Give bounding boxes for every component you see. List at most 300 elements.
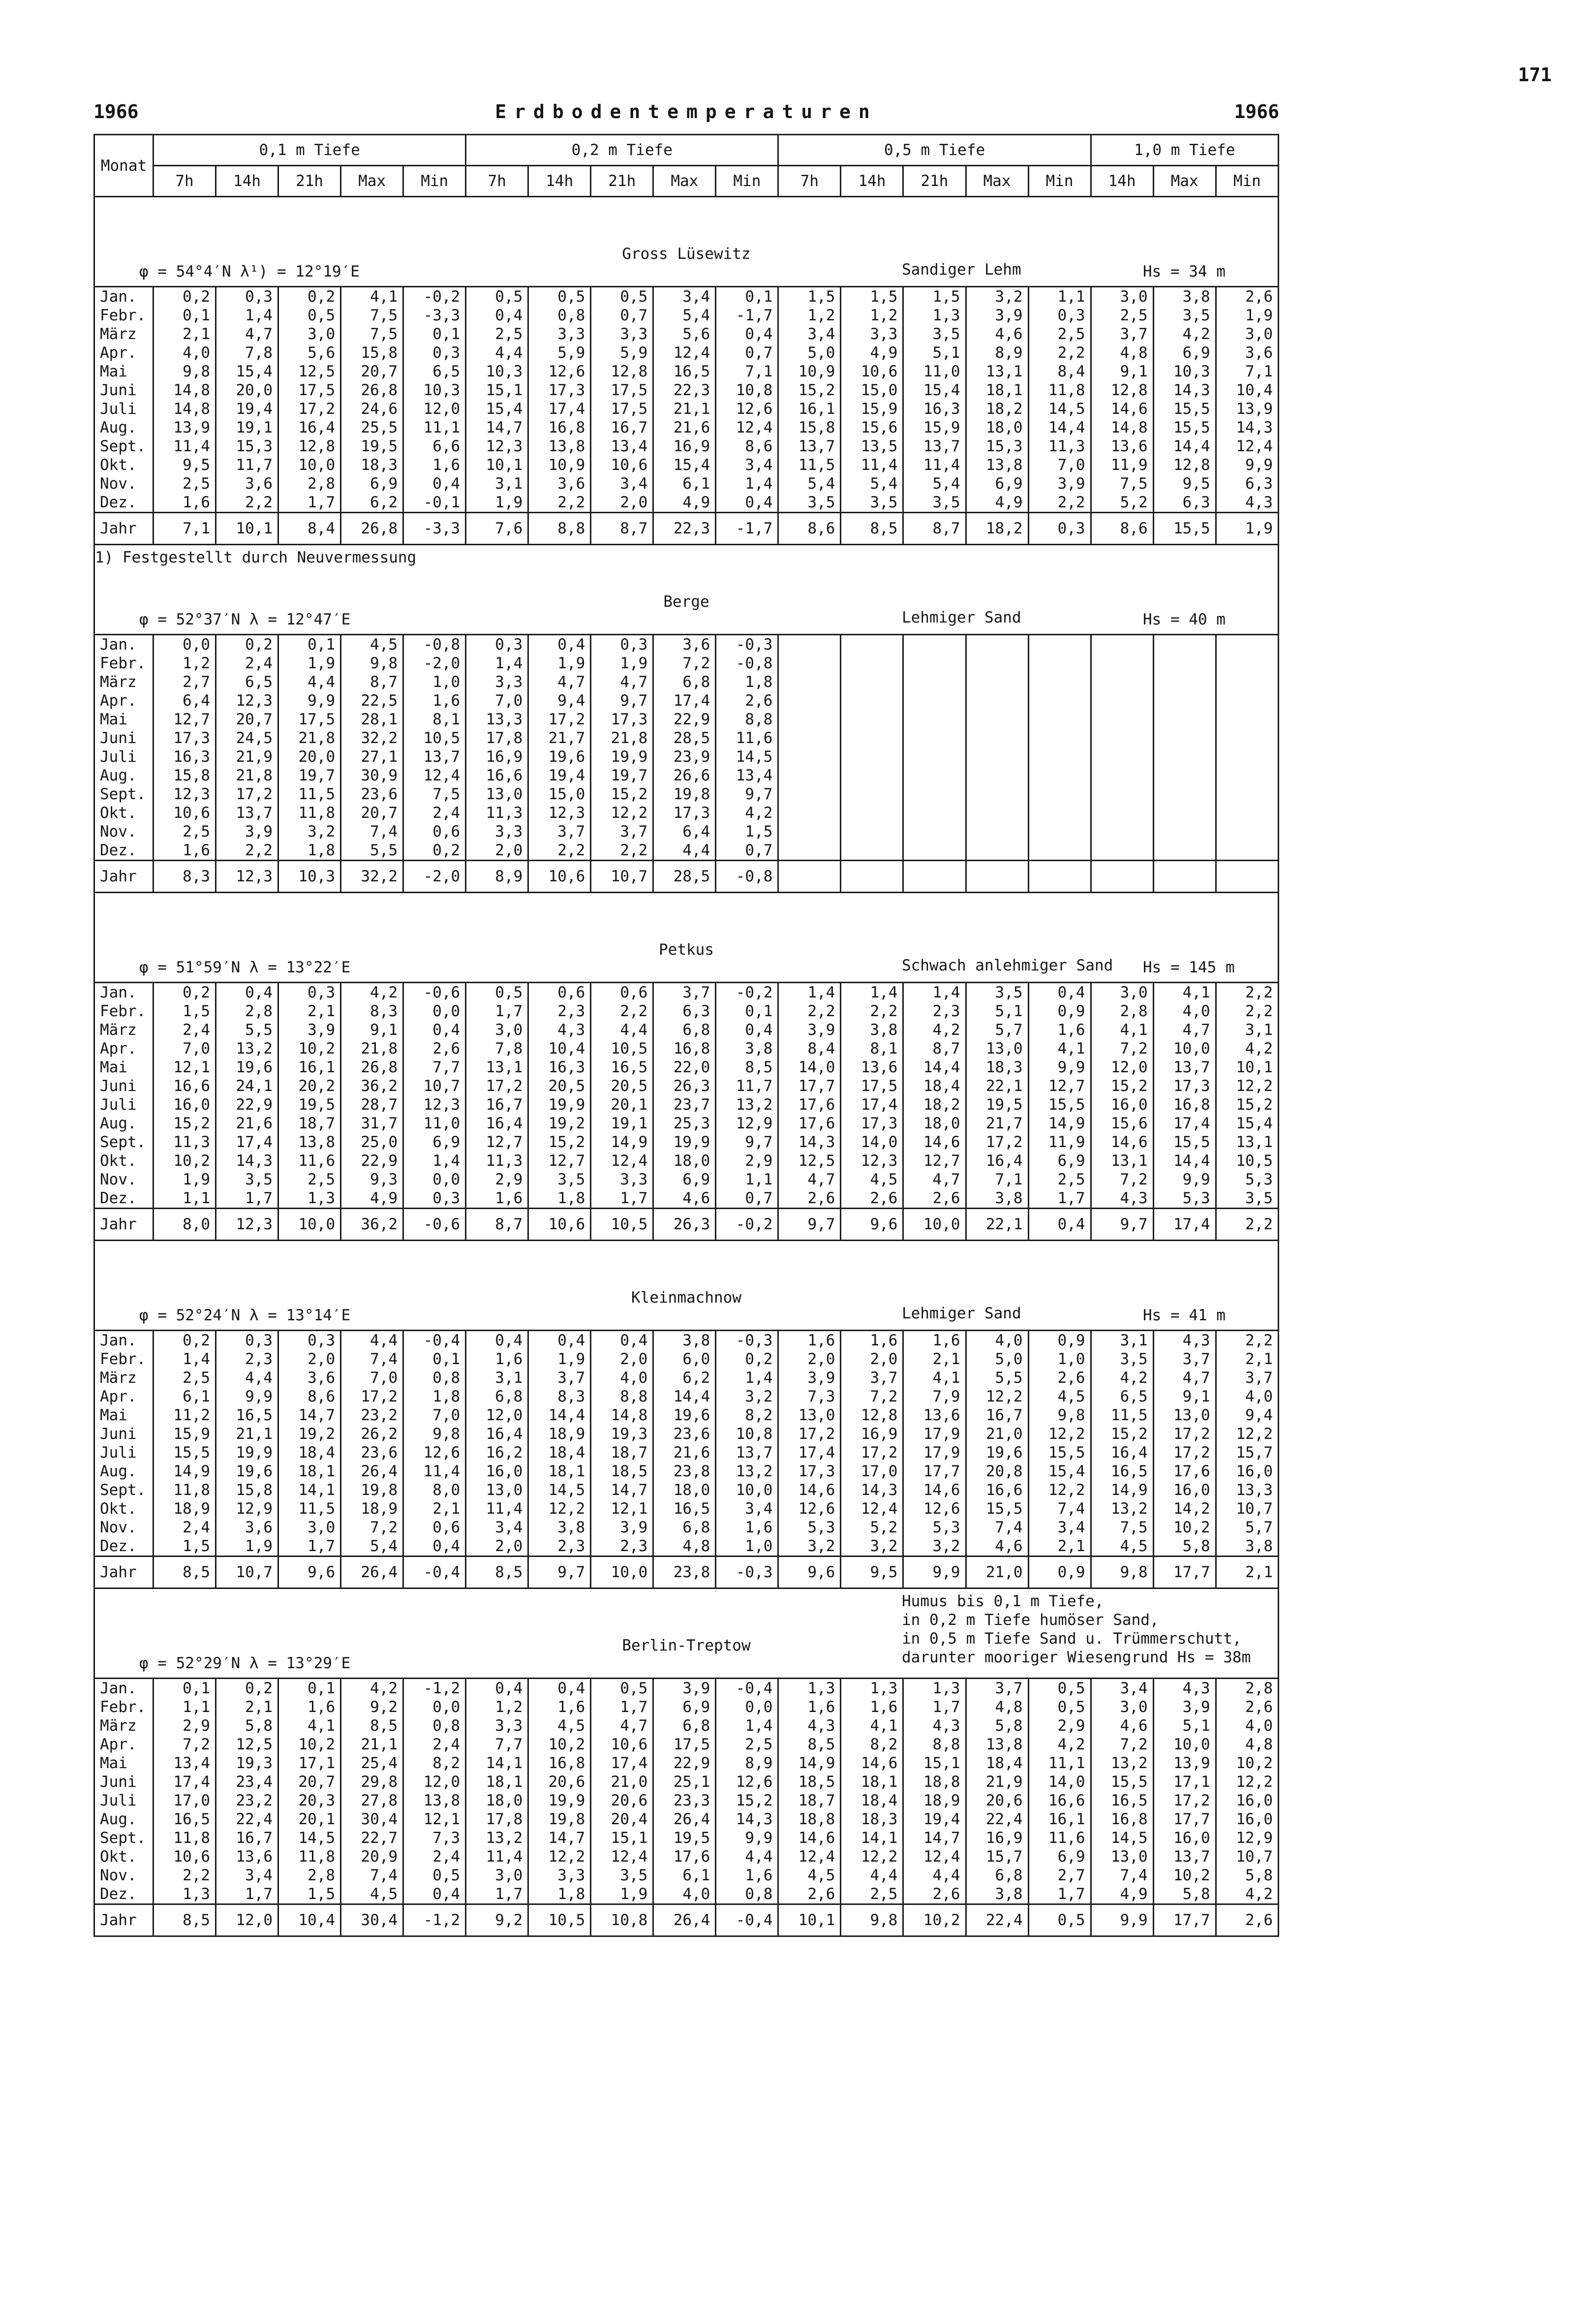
temperature-value: 14,9 — [591, 1133, 653, 1152]
temperature-value: 2,8 — [1216, 1679, 1278, 1698]
station-elevation: Hs = 145 m — [1143, 959, 1235, 976]
temperature-value — [966, 785, 1028, 804]
month-row — [94, 1829, 1279, 1847]
temperature-value — [1091, 710, 1153, 729]
temperature-value: 19,8 — [528, 1810, 591, 1829]
station-coordinates: φ = 52°24′N λ = 13°14′E — [139, 1307, 351, 1324]
temperature-value: 13,0 — [778, 1406, 841, 1425]
temperature-value: 12,2 — [1216, 1425, 1278, 1443]
temperature-value: 6,5 — [403, 362, 466, 381]
temperature-value: 22,1 — [966, 1077, 1028, 1095]
temperature-value: 1,4 — [716, 1369, 778, 1387]
temperature-value: -0,8 — [403, 635, 466, 654]
temperature-value: 10,3 — [466, 362, 528, 381]
temperature-value: 4,7 — [1153, 1369, 1216, 1387]
temperature-value: 15,2 — [591, 785, 653, 804]
temperature-value: 26,2 — [341, 1425, 403, 1443]
temperature-value: 0,2 — [153, 983, 216, 1002]
temperature-value: 5,1 — [966, 1002, 1028, 1021]
temperature-value: 18,0 — [653, 1152, 716, 1170]
temperature-value: 12,3 — [466, 437, 528, 456]
temperature-value — [1028, 748, 1091, 766]
month-label: Mai — [94, 1754, 153, 1773]
month-label: Febr. — [94, 306, 153, 325]
temperature-value: 12,6 — [778, 1499, 841, 1518]
station-header — [95, 893, 1278, 982]
temperature-value: 13,8 — [528, 437, 591, 456]
month-row — [94, 1885, 1279, 1904]
temperature-value: 1,0 — [1028, 1350, 1091, 1369]
temperature-value: 5,6 — [278, 343, 341, 362]
month-row — [94, 1518, 1279, 1537]
temperature-value: 10,0 — [278, 1209, 341, 1241]
temperature-value: 13,5 — [841, 437, 903, 456]
temperature-value: 11,6 — [1028, 1829, 1091, 1847]
temperature-value: 4,1 — [1028, 1039, 1091, 1058]
temperature-value: 17,4 — [841, 1095, 903, 1114]
temperature-value: 23,2 — [216, 1791, 278, 1810]
temperature-value: 18,0 — [966, 418, 1028, 437]
temperature-value: 2,5 — [153, 1369, 216, 1387]
temperature-value: 12,0 — [403, 1773, 466, 1791]
temperature-value: -0,2 — [716, 983, 778, 1002]
temperature-value — [1216, 654, 1278, 673]
temperature-value — [841, 673, 903, 691]
temperature-value: 20,6 — [966, 1791, 1028, 1810]
temperature-value: 9,9 — [1216, 456, 1278, 474]
temperature-value: 0,4 — [528, 635, 591, 654]
temperature-value: 11,6 — [716, 729, 778, 748]
temperature-value: 21,6 — [653, 1443, 716, 1462]
temperature-value: 6,4 — [153, 691, 216, 710]
temperature-value: 5,3 — [778, 1518, 841, 1537]
page-title: Erdbodentemperaturen — [495, 101, 878, 123]
temperature-value: 5,2 — [841, 1518, 903, 1537]
temperature-value: 7,3 — [403, 1829, 466, 1847]
temperature-value: 13,0 — [1153, 1406, 1216, 1425]
temperature-value: 15,8 — [341, 343, 403, 362]
temperature-value: 12,8 — [841, 1406, 903, 1425]
month-row — [94, 343, 1279, 362]
temperature-value: 20,5 — [591, 1077, 653, 1095]
temperature-value: 16,0 — [1153, 1481, 1216, 1499]
temperature-value: 6,1 — [153, 1387, 216, 1406]
temperature-value: 4,6 — [653, 1189, 716, 1209]
temperature-value: 12,3 — [216, 1209, 278, 1241]
month-label: Apr. — [94, 691, 153, 710]
temperature-value: 15,2 — [528, 1133, 591, 1152]
year-row — [94, 513, 1279, 545]
temperature-value: -1,2 — [403, 1679, 466, 1698]
temperature-value: 7,1 — [153, 513, 216, 545]
temperature-value: 3,3 — [841, 325, 903, 343]
temperature-value: 10,4 — [528, 1039, 591, 1058]
temperature-value: 22,4 — [966, 1810, 1028, 1829]
temperature-value: 13,2 — [216, 1039, 278, 1058]
month-row — [94, 1716, 1279, 1735]
temperature-value: 6,4 — [653, 822, 716, 841]
temperature-value: 9,6 — [778, 1557, 841, 1589]
temperature-value: 9,9 — [1153, 1170, 1216, 1189]
temperature-value: 3,4 — [591, 474, 653, 493]
temperature-value: 16,5 — [153, 1810, 216, 1829]
temperature-value: 21,9 — [966, 1773, 1028, 1791]
temperature-value: 4,0 — [153, 343, 216, 362]
temperature-value: -2,0 — [403, 654, 466, 673]
soil-note — [902, 1592, 1251, 1667]
temperature-value: 5,8 — [966, 1716, 1028, 1735]
month-label: Juni — [94, 1425, 153, 1443]
temperature-value: 0,5 — [591, 287, 653, 307]
temperature-value: 1,7 — [278, 493, 341, 513]
temperature-value: 19,7 — [591, 766, 653, 785]
temperature-value: -2,0 — [403, 861, 466, 893]
temperature-value: 7,2 — [153, 1735, 216, 1754]
month-row — [94, 1369, 1279, 1387]
month-row — [94, 1021, 1279, 1039]
month-row — [94, 1095, 1279, 1114]
temperature-value: 4,6 — [1091, 1716, 1153, 1735]
temperature-value: 2,5 — [1091, 306, 1153, 325]
temperature-value: 3,4 — [716, 456, 778, 474]
temperature-value: 23,9 — [653, 748, 716, 766]
month-label: Jan. — [94, 635, 153, 654]
temperature-value: 17,2 — [1153, 1443, 1216, 1462]
temperature-value: 11,4 — [466, 1499, 528, 1518]
temperature-value: 10,1 — [1216, 1058, 1278, 1077]
temperature-value: 19,9 — [591, 748, 653, 766]
temperature-value: 1,5 — [278, 1885, 341, 1904]
temperature-value: 32,2 — [341, 729, 403, 748]
station-title-cell — [94, 545, 1279, 635]
temperature-value: 11,8 — [278, 1847, 341, 1866]
temperature-value: 8,3 — [528, 1387, 591, 1406]
temperature-value: 22,0 — [653, 1058, 716, 1077]
station-title-cell — [94, 1589, 1279, 1679]
temperature-value: 17,6 — [1153, 1462, 1216, 1481]
temperature-value: 4,9 — [966, 493, 1028, 513]
temperature-value: 4,4 — [466, 343, 528, 362]
temperature-value: 12,9 — [216, 1499, 278, 1518]
month-row — [94, 1791, 1279, 1810]
temperature-value: 19,1 — [591, 1114, 653, 1133]
temperature-value: 14,9 — [1028, 1114, 1091, 1133]
month-label: Juni — [94, 381, 153, 400]
temperature-value: 9,7 — [528, 1557, 591, 1589]
temperature-value: 14,3 — [1216, 418, 1278, 437]
temperature-value: 16,4 — [466, 1425, 528, 1443]
temperature-value: 9,8 — [341, 654, 403, 673]
temperature-value: 14,5 — [716, 748, 778, 766]
temperature-value: 3,5 — [841, 493, 903, 513]
temperature-value: 2,9 — [466, 1170, 528, 1189]
temperature-value — [1216, 673, 1278, 691]
temperature-value: 7,4 — [1028, 1499, 1091, 1518]
temperature-value: 12,1 — [591, 1499, 653, 1518]
temperature-value: 12,4 — [403, 766, 466, 785]
temperature-value: 15,4 — [903, 381, 966, 400]
temperature-value: 19,7 — [278, 766, 341, 785]
temperature-value: 4,2 — [1216, 1885, 1278, 1904]
temperature-value: 13,2 — [716, 1095, 778, 1114]
temperature-value: 6,1 — [653, 474, 716, 493]
temperature-value: 5,8 — [1153, 1885, 1216, 1904]
temperature-value: 2,8 — [1091, 1002, 1153, 1021]
temperature-value: 3,3 — [466, 673, 528, 691]
temperature-value: 17,3 — [1153, 1077, 1216, 1095]
temperature-value: 1,6 — [528, 1698, 591, 1716]
temperature-value: 18,5 — [591, 1462, 653, 1481]
temperature-value: 17,4 — [528, 400, 591, 418]
temperature-value: 0,4 — [1028, 1209, 1091, 1241]
temperature-value: 2,5 — [841, 1885, 903, 1904]
temperature-value: 5,5 — [966, 1369, 1028, 1387]
temperature-value: 2,5 — [153, 822, 216, 841]
temperature-value: 6,5 — [216, 673, 278, 691]
temperature-value: 9,1 — [1091, 362, 1153, 381]
year-row — [94, 861, 1279, 893]
temperature-value: 17,5 — [278, 381, 341, 400]
temperature-value: 23,8 — [653, 1462, 716, 1481]
temperature-value: 17,2 — [528, 710, 591, 729]
month-row — [94, 1406, 1279, 1425]
month-row — [94, 325, 1279, 343]
temperature-value: 24,5 — [216, 729, 278, 748]
temperature-value: -1,7 — [716, 513, 778, 545]
temperature-value: 2,0 — [778, 1350, 841, 1369]
temperature-value: 1,9 — [591, 1885, 653, 1904]
temperature-value: 4,1 — [841, 1716, 903, 1735]
footnote: 1) Festgestellt durch Neuvermessung — [95, 549, 417, 566]
temperature-value: 17,4 — [591, 1754, 653, 1773]
temperature-value — [1153, 748, 1216, 766]
temperature-value: 27,1 — [341, 748, 403, 766]
temperature-value: 16,2 — [466, 1443, 528, 1462]
temperature-value: 14,4 — [1153, 437, 1216, 456]
temperature-value: 22,4 — [966, 1904, 1028, 1936]
subheader-2: 21h — [278, 166, 341, 197]
temperature-value: 3,3 — [591, 1170, 653, 1189]
temperature-value: 17,7 — [903, 1462, 966, 1481]
temperature-value: 5,3 — [1216, 1170, 1278, 1189]
temperature-value: -0,1 — [403, 493, 466, 513]
temperature-value: 12,2 — [591, 804, 653, 822]
temperature-value: 1,3 — [153, 1885, 216, 1904]
temperature-value — [778, 710, 841, 729]
temperature-value: 7,1 — [716, 362, 778, 381]
temperature-value: 9,8 — [153, 362, 216, 381]
temperature-value: 10,0 — [903, 1209, 966, 1241]
temperature-value: 3,5 — [903, 325, 966, 343]
temperature-value: 20,1 — [591, 1095, 653, 1114]
temperature-value: 1,7 — [216, 1189, 278, 1209]
station-name: Petkus — [659, 941, 714, 959]
temperature-value: 13,2 — [1091, 1754, 1153, 1773]
month-row — [94, 1537, 1279, 1557]
temperature-value: 3,7 — [966, 1679, 1028, 1698]
temperature-value — [778, 861, 841, 893]
temperature-value — [1216, 748, 1278, 766]
temperature-value: 14,4 — [1028, 418, 1091, 437]
temperature-value — [903, 691, 966, 710]
temperature-value: 2,3 — [528, 1537, 591, 1557]
temperature-value — [966, 635, 1028, 654]
temperature-value: 0,3 — [1028, 513, 1091, 545]
temperature-value: 10,5 — [528, 1904, 591, 1936]
subheader-1: 14h — [216, 166, 278, 197]
month-label: Sept. — [94, 1829, 153, 1847]
temperature-value: 10,2 — [153, 1152, 216, 1170]
temperature-value — [841, 861, 903, 893]
temperature-value: 8,9 — [716, 1754, 778, 1773]
temperature-value: 1,7 — [278, 1537, 341, 1557]
temperature-value: 4,7 — [591, 1716, 653, 1735]
temperature-value: 3,7 — [528, 1369, 591, 1387]
temperature-value: 16,3 — [903, 400, 966, 418]
temperature-value — [841, 729, 903, 748]
temperature-value: 3,5 — [591, 1866, 653, 1885]
temperature-value: 19,3 — [216, 1754, 278, 1773]
temperature-value: 17,0 — [153, 1791, 216, 1810]
temperature-value: 1,4 — [466, 654, 528, 673]
temperature-value: 19,8 — [653, 785, 716, 804]
temperature-value: 10,9 — [778, 362, 841, 381]
temperature-value: 0,2 — [153, 287, 216, 307]
temperature-value: 16,4 — [466, 1114, 528, 1133]
temperature-value: 14,1 — [841, 1829, 903, 1847]
temperature-value: 10,8 — [716, 1425, 778, 1443]
temperature-value: 14,7 — [528, 1829, 591, 1847]
temperature-value: 12,6 — [716, 400, 778, 418]
temperature-value: 1,5 — [153, 1537, 216, 1557]
temperature-value: 4,7 — [903, 1170, 966, 1189]
temperature-value: -0,4 — [403, 1331, 466, 1350]
month-label: Mai — [94, 710, 153, 729]
month-label: Dez. — [94, 1537, 153, 1557]
temperature-value: 15,4 — [216, 362, 278, 381]
month-row — [94, 493, 1279, 513]
temperature-value: 19,2 — [528, 1114, 591, 1133]
temperature-value: 20,2 — [278, 1077, 341, 1095]
temperature-value: 1,9 — [216, 1537, 278, 1557]
subheader-13: Max — [966, 166, 1028, 197]
temperature-value — [1216, 804, 1278, 822]
month-row — [94, 362, 1279, 381]
temperature-value: 1,4 — [716, 1716, 778, 1735]
temperature-value: 1,5 — [153, 1002, 216, 1021]
temperature-value: 4,1 — [1091, 1021, 1153, 1039]
temperature-value: 2,5 — [153, 474, 216, 493]
temperature-value: 21,1 — [216, 1425, 278, 1443]
temperature-value — [903, 841, 966, 861]
temperature-value: 10,6 — [528, 861, 591, 893]
month-row — [94, 287, 1279, 307]
month-label: Mai — [94, 1406, 153, 1425]
temperature-value: 12,4 — [591, 1847, 653, 1866]
temperature-value: 13,0 — [466, 785, 528, 804]
temperature-value: 8,9 — [966, 343, 1028, 362]
temperature-value: 21,0 — [966, 1425, 1028, 1443]
temperature-value: 9,8 — [841, 1904, 903, 1936]
month-label: Juli — [94, 1443, 153, 1462]
temperature-value: 9,7 — [716, 1133, 778, 1152]
temperature-value: 2,5 — [716, 1735, 778, 1754]
month-row — [94, 1499, 1279, 1518]
soil-type: Lehmiger Sand — [902, 1305, 1021, 1322]
station-title-cell — [94, 1241, 1279, 1331]
temperature-value: 10,8 — [591, 1904, 653, 1936]
temperature-value: 1,1 — [716, 1170, 778, 1189]
temperature-value: 10,4 — [278, 1904, 341, 1936]
month-row — [94, 1735, 1279, 1754]
temperature-value: 17,2 — [278, 400, 341, 418]
temperature-value: 6,3 — [1153, 493, 1216, 513]
temperature-value: 0,4 — [403, 474, 466, 493]
temperature-value: 12,2 — [528, 1499, 591, 1518]
temperature-value: 18,1 — [841, 1773, 903, 1791]
temperature-value: 5,4 — [341, 1537, 403, 1557]
temperature-value: 18,4 — [528, 1443, 591, 1462]
temperature-value: 14,6 — [903, 1133, 966, 1152]
temperature-value: 18,3 — [841, 1810, 903, 1829]
temperature-value — [1216, 691, 1278, 710]
temperature-value: 11,4 — [466, 1847, 528, 1866]
temperature-value — [1216, 729, 1278, 748]
temperature-value: 14,6 — [1091, 1133, 1153, 1152]
station-coordinates: φ = 52°29′N λ = 13°29′E — [139, 1654, 351, 1672]
temperature-value: 18,2 — [903, 1095, 966, 1114]
temperature-value: 11,1 — [1028, 1754, 1091, 1773]
temperature-value: 2,5 — [1028, 325, 1091, 343]
temperature-value: 14,8 — [1091, 418, 1153, 437]
temperature-value: 8,4 — [278, 513, 341, 545]
month-row — [94, 1133, 1279, 1152]
station-header — [95, 1589, 1278, 1678]
temperature-value — [778, 654, 841, 673]
temperature-value — [778, 729, 841, 748]
temperature-value: 5,7 — [966, 1021, 1028, 1039]
temperature-value: 0,2 — [403, 841, 466, 861]
temperature-value: 21,1 — [653, 400, 716, 418]
temperature-value: 4,5 — [778, 1866, 841, 1885]
temperature-value: 10,6 — [591, 1735, 653, 1754]
temperature-value — [1091, 673, 1153, 691]
temperature-value: 6,2 — [653, 1369, 716, 1387]
temperature-value: 28,5 — [653, 729, 716, 748]
temperature-value: 8,6 — [278, 1387, 341, 1406]
temperature-value: 1,8 — [528, 1885, 591, 1904]
temperature-value: 15,5 — [1091, 1773, 1153, 1791]
temperature-value: 2,6 — [903, 1189, 966, 1209]
month-row — [94, 822, 1279, 841]
temperature-value: 13,8 — [278, 1133, 341, 1152]
temperature-value: 8,5 — [341, 1716, 403, 1735]
temperature-value: 36,2 — [341, 1209, 403, 1241]
temperature-value: 4,1 — [278, 1716, 341, 1735]
temperature-value: 25,5 — [341, 418, 403, 437]
month-label: Jahr — [94, 861, 153, 893]
temperature-value: 16,4 — [1091, 1443, 1153, 1462]
temperature-value: 10,6 — [153, 1847, 216, 1866]
temperature-value: 2,7 — [153, 673, 216, 691]
temperature-value: 19,4 — [216, 400, 278, 418]
temperature-value: 1,4 — [153, 1350, 216, 1369]
temperature-value: 17,8 — [466, 1810, 528, 1829]
temperature-value: 19,5 — [966, 1095, 1028, 1114]
temperature-value — [841, 654, 903, 673]
temperature-value: 19,8 — [341, 1481, 403, 1499]
temperature-value — [966, 654, 1028, 673]
